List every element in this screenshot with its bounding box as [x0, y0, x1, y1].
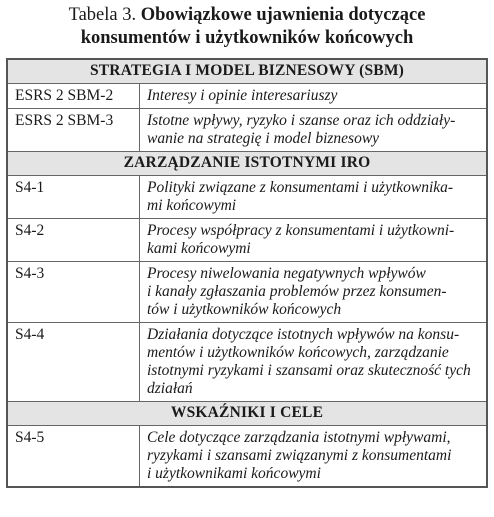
disclosure-description	[140, 176, 488, 219]
caption-prefix: Tabela 3.	[68, 5, 137, 25]
desc-line: działań	[147, 380, 193, 397]
table-row	[7, 323, 487, 402]
desc-line: ryzykami i szansami związanymi z konsumentami	[147, 447, 452, 464]
section-header: ZARZĄDZANIE ISTOTNYMI IRO	[7, 152, 487, 176]
disclosure-description	[140, 219, 488, 262]
desc-line: Polityki związane z konsumentami i użytkownika-	[147, 179, 454, 196]
table-row	[7, 262, 487, 323]
desc-line: Procesy współpracy z konsumentami i użytkowni-	[147, 222, 455, 239]
disclosure-code: S4-4	[7, 323, 140, 402]
desc-line: Istotne wpływy, ryzyko i szanse oraz ich oddziały-	[147, 112, 456, 129]
disclosure-code: S4-5	[7, 426, 140, 488]
section-header-row	[7, 59, 487, 84]
section-header-row	[7, 152, 487, 176]
disclosure-code: S4-1	[7, 176, 140, 219]
disclosure-description	[140, 84, 488, 109]
disclosures-table	[6, 58, 488, 488]
disclosure-code: S4-2	[7, 219, 140, 262]
disclosure-code: ESRS 2 SBM-3	[7, 109, 140, 152]
desc-line: Działania dotyczące istotnych wpływów na konsu-	[147, 326, 460, 343]
caption-line-1	[0, 4, 494, 27]
disclosure-description	[140, 426, 488, 488]
desc-line: mi końcowymi	[147, 197, 237, 214]
desc-line: Procesy niwelowania negatywnych wpływów	[147, 265, 426, 282]
desc-line: i kanały zgłaszania problemów przez konsumen-	[147, 283, 447, 300]
disclosure-description	[140, 323, 488, 402]
table-row	[7, 176, 487, 219]
desc-line: tów i użytkowników końcowych	[147, 301, 342, 318]
section-header-row	[7, 402, 487, 426]
section-header: WSKAŹNIKI I CELE	[7, 402, 487, 426]
table-row	[7, 426, 487, 488]
desc-line: kami końcowymi	[147, 240, 251, 257]
table-row	[7, 109, 487, 152]
desc-line: istotnymi ryzykami i szansami oraz skuteczność tych	[147, 362, 471, 379]
desc-line: wanie na strategię i model biznesowy	[147, 130, 380, 147]
caption-title-1: Obowiązkowe ujawnienia dotyczące	[140, 5, 426, 25]
caption-title-2: konsumentów i użytkowników końcowych	[80, 28, 414, 48]
table-caption	[0, 4, 494, 50]
disclosure-code: S4-3	[7, 262, 140, 323]
disclosure-description	[140, 262, 488, 323]
disclosure-description	[140, 109, 488, 152]
desc-line: i użytkownikami końcowymi	[147, 465, 321, 482]
table-row	[7, 219, 487, 262]
section-header: STRATEGIA I MODEL BIZNESOWY (SBM)	[7, 59, 487, 84]
disclosure-code: ESRS 2 SBM-2	[7, 84, 140, 109]
desc-line: Interesy i opinie interesariuszy	[147, 87, 338, 104]
desc-line: mentów i użytkowników końcowych, zarządzanie	[147, 344, 449, 361]
desc-line: Cele dotyczące zarządzania istotnymi wpływami,	[147, 429, 451, 446]
table-row	[7, 84, 487, 109]
